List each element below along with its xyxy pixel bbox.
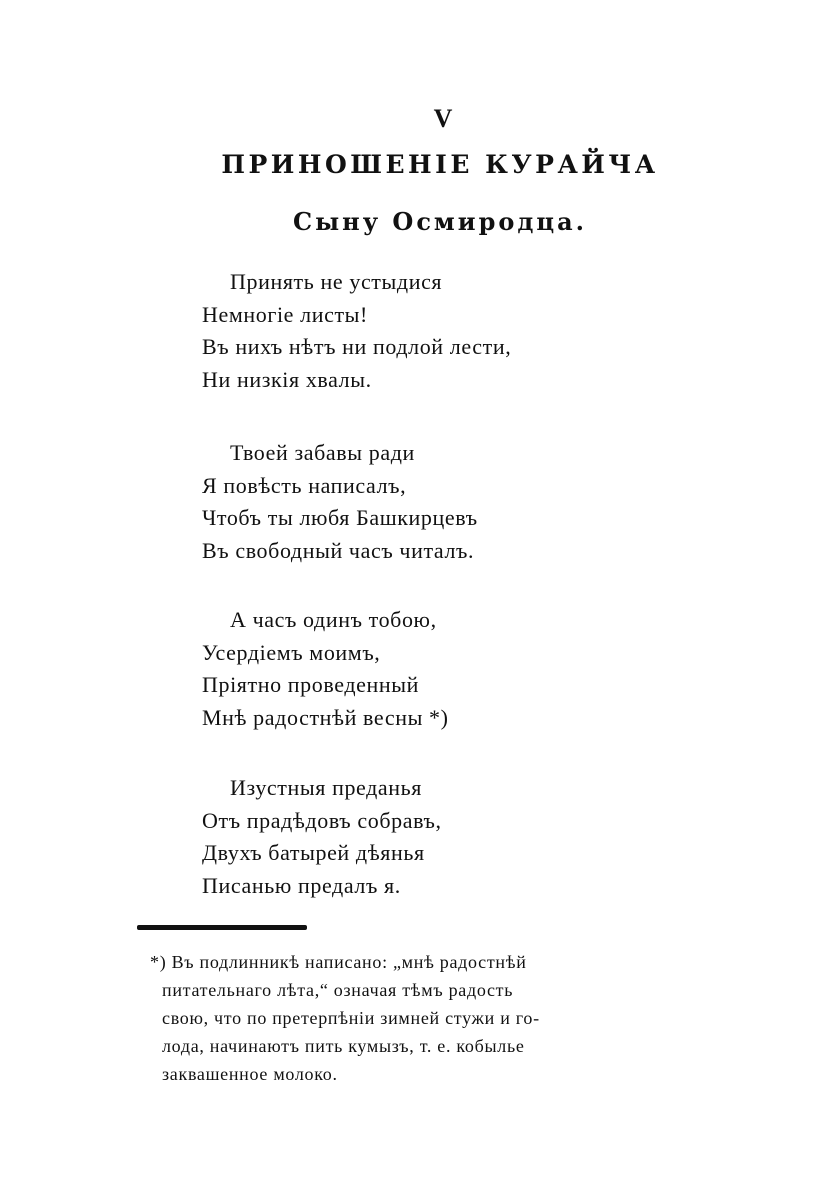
page-number: V <box>433 104 453 133</box>
footnote-divider <box>137 925 307 930</box>
footnote-line: лода, начинаютъ пить кумызъ, т. е. кобылье <box>162 1036 525 1056</box>
poem-line: Двухъ батырей дѣянья <box>202 840 425 865</box>
poem-line: А часъ одинъ тобою, <box>230 607 437 632</box>
dedication-subtitle: Сыну Осмиродца. <box>292 207 588 236</box>
poem-line: Въ свободный часъ читалъ. <box>202 537 475 563</box>
footnote-line: *) Въ подлинникѣ написано: „мнѣ радостнѣй <box>150 952 527 972</box>
poem-line: Пріятно проведенный <box>202 672 419 697</box>
poem-stanza-4 <box>202 772 662 902</box>
poem-line: Писанью предалъ я. <box>202 872 401 898</box>
poem-line: Мнѣ радостнѣй весны *) <box>202 704 449 730</box>
poem-line: Изустныя преданья <box>230 775 423 800</box>
footnote-line: свою, что по претерпѣніи зимней стужи и го- <box>162 1008 540 1028</box>
poem-line: Чтобъ ты любя Башкирцевъ <box>202 505 478 530</box>
page-title: ПРИНОШЕНІЕ КУРАЙЧА <box>221 150 659 179</box>
poem-line: Твоей забавы ради <box>230 440 415 465</box>
poem-line: Я повѣсть написалъ, <box>202 472 407 498</box>
poem-stanza-1 <box>202 266 662 396</box>
poem-line: Ни низкія хвалы. <box>202 366 372 392</box>
poem-line: Принять не устыдися <box>230 269 443 294</box>
poem-line: Отъ прадѣдовъ собравъ, <box>202 807 442 833</box>
poem-stanza-3 <box>202 604 662 734</box>
poem-line: Немногіе листы! <box>202 301 368 327</box>
footnote-line: питательнаго лѣта,“ означая тѣмъ радость <box>162 980 514 1000</box>
footnote <box>150 948 750 1088</box>
footnote-line: заквашенное молоко. <box>162 1064 338 1084</box>
poem-line: Въ нихъ нѣтъ ни подлой лести, <box>202 334 512 359</box>
poem-stanza-2 <box>202 437 662 567</box>
poem-line: Усердіемъ моимъ, <box>202 639 381 665</box>
